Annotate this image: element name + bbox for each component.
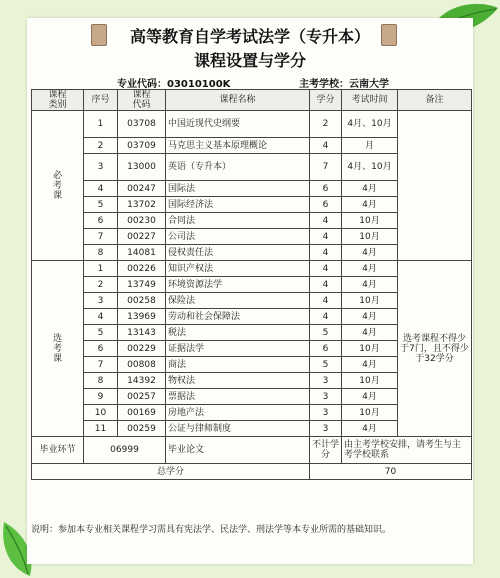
cell-name: 知识产权法: [166, 261, 310, 277]
cell-time: 4月: [342, 421, 398, 437]
course-table: [31, 89, 472, 480]
footnote: 说明：参加本专业相关课程学习需具有宪法学、民法学、刑法学等本专业所需的基础知识。: [31, 525, 392, 535]
cell-code: 13702: [118, 197, 166, 213]
cell-code: 00258: [118, 293, 166, 309]
cell-seq: 1: [84, 111, 118, 138]
cell-code: 00808: [118, 357, 166, 373]
school-value: 云南大学: [349, 79, 389, 90]
cell-seq: 3: [84, 154, 118, 181]
cell-credit: 6: [310, 197, 342, 213]
header-note: 备注: [398, 90, 472, 111]
cell-code: 13143: [118, 325, 166, 341]
cell-credit: 6: [310, 341, 342, 357]
cell-name: 侵权责任法: [166, 245, 310, 261]
cell-code: 03709: [118, 138, 166, 154]
cell-code: 13969: [118, 309, 166, 325]
cell-code: 00229: [118, 341, 166, 357]
graduation-credit: 不计学分: [310, 437, 342, 464]
cell-name: 环境资源法学: [166, 277, 310, 293]
cell-seq: 8: [84, 373, 118, 389]
cell-code: 00226: [118, 261, 166, 277]
document-paper: [27, 18, 473, 564]
graduation-row: [32, 437, 472, 464]
table-row: [32, 261, 472, 277]
total-value: 70: [310, 464, 472, 480]
cell-credit: 4: [310, 309, 342, 325]
cell-time: 10月: [342, 341, 398, 357]
cell-code: 14392: [118, 373, 166, 389]
cell-seq: 4: [84, 309, 118, 325]
cell-name: 商法: [166, 357, 310, 373]
cell-seq: 3: [84, 293, 118, 309]
cell-code: 00259: [118, 421, 166, 437]
graduation-arrangement: 由主考学校安排，请考生与主考学校联系: [342, 437, 472, 464]
cell-code: 00230: [118, 213, 166, 229]
cell-seq: 7: [84, 357, 118, 373]
cell-time: 4月: [342, 325, 398, 341]
cell-seq: 9: [84, 389, 118, 405]
cell-code: 00247: [118, 181, 166, 197]
major-code-value: 03010100K: [167, 79, 231, 90]
table-header-row: [32, 90, 472, 111]
cell-seq: 2: [84, 277, 118, 293]
cell-name: 中国近现代史纲要: [166, 111, 310, 138]
required-category-label: 必考课: [52, 170, 62, 201]
total-label: 总学分: [32, 464, 310, 480]
cell-name: 物权法: [166, 373, 310, 389]
cell-time: 4月: [342, 389, 398, 405]
school-label: 主考学校：: [299, 79, 349, 90]
cell-seq: 10: [84, 405, 118, 421]
cell-seq: 8: [84, 245, 118, 261]
cell-name: 票据法: [166, 389, 310, 405]
cell-credit: 5: [310, 357, 342, 373]
cell-time: 4月: [342, 181, 398, 197]
cell-time: 4月: [342, 277, 398, 293]
graduation-code: 06999: [84, 437, 166, 464]
table-row: [32, 111, 472, 138]
cell-name: 国际法: [166, 181, 310, 197]
cell-time: 4月、10月: [342, 154, 398, 181]
graduation-name: 毕业论文: [166, 437, 310, 464]
header-code: 课程 代码: [118, 90, 166, 111]
cell-time: 10月: [342, 293, 398, 309]
cell-credit: 4: [310, 261, 342, 277]
cell-credit: 5: [310, 325, 342, 341]
elective-category-cell: [32, 261, 84, 437]
cell-name: 房地产法: [166, 405, 310, 421]
header-seq: 序号: [84, 90, 118, 111]
cell-code: 13000: [118, 154, 166, 181]
cell-seq: 7: [84, 229, 118, 245]
cell-credit: 3: [310, 421, 342, 437]
cell-name: 保险法: [166, 293, 310, 309]
school-line: [299, 75, 389, 90]
elective-category-label: 选考课: [52, 333, 62, 364]
cell-credit: 3: [310, 405, 342, 421]
cell-credit: 3: [310, 389, 342, 405]
cell-code: 14081: [118, 245, 166, 261]
cell-time: 4月、10月: [342, 111, 398, 138]
elective-note-cell: 选考课程不得少于7门，且不得少于32学分: [398, 261, 472, 437]
required-note-cell: [398, 111, 472, 261]
cell-credit: 2: [310, 111, 342, 138]
cell-time: 4月: [342, 261, 398, 277]
cell-credit: 4: [310, 277, 342, 293]
cell-name: 英语（专升本）: [166, 154, 310, 181]
cell-seq: 5: [84, 325, 118, 341]
cell-code: 00257: [118, 389, 166, 405]
cell-name: 证据法学: [166, 341, 310, 357]
cell-seq: 6: [84, 213, 118, 229]
cell-credit: 3: [310, 373, 342, 389]
cell-code: 13749: [118, 277, 166, 293]
cell-name: 国际经济法: [166, 197, 310, 213]
major-code-label: 专业代码：: [117, 79, 167, 90]
cell-seq: 4: [84, 181, 118, 197]
required-category-cell: [32, 111, 84, 261]
cell-seq: 1: [84, 261, 118, 277]
cell-seq: 2: [84, 138, 118, 154]
cell-name: 合同法: [166, 213, 310, 229]
cell-name: 公证与律师制度: [166, 421, 310, 437]
cell-credit: 4: [310, 293, 342, 309]
cell-credit: 4: [310, 138, 342, 154]
cell-code: 03708: [118, 111, 166, 138]
cell-time: 4月: [342, 309, 398, 325]
major-code-line: [117, 75, 230, 90]
cell-name: 税法: [166, 325, 310, 341]
graduation-label: 毕业环节: [32, 437, 84, 464]
document-subtitle: 课程设置与学分: [193, 51, 306, 70]
header-category: 课程 类别: [32, 90, 84, 111]
cell-time: 4月: [342, 357, 398, 373]
document-title: 高等教育自学考试法学（专升本）: [129, 27, 370, 46]
cell-name: 劳动和社会保障法: [166, 309, 310, 325]
cell-credit: 4: [310, 245, 342, 261]
cell-name: 公司法: [166, 229, 310, 245]
cell-time: 4月: [342, 245, 398, 261]
cell-name: 马克思主义基本原理概论: [166, 138, 310, 154]
cell-time: 4月: [342, 197, 398, 213]
cell-time: 月: [342, 138, 398, 154]
cell-seq: 5: [84, 197, 118, 213]
cell-seq: 11: [84, 421, 118, 437]
header-credit: 学分: [310, 90, 342, 111]
cell-credit: 6: [310, 181, 342, 197]
header-exam-time: 考试时间: [342, 90, 398, 111]
cell-time: 10月: [342, 213, 398, 229]
cell-code: 00169: [118, 405, 166, 421]
cell-seq: 6: [84, 341, 118, 357]
header-name: 课程名称: [166, 90, 310, 111]
cell-time: 10月: [342, 405, 398, 421]
cell-code: 00227: [118, 229, 166, 245]
cell-time: 10月: [342, 373, 398, 389]
total-row: [32, 464, 472, 480]
cell-credit: 4: [310, 213, 342, 229]
cell-credit: 7: [310, 154, 342, 181]
cell-credit: 4: [310, 229, 342, 245]
cell-time: 10月: [342, 229, 398, 245]
